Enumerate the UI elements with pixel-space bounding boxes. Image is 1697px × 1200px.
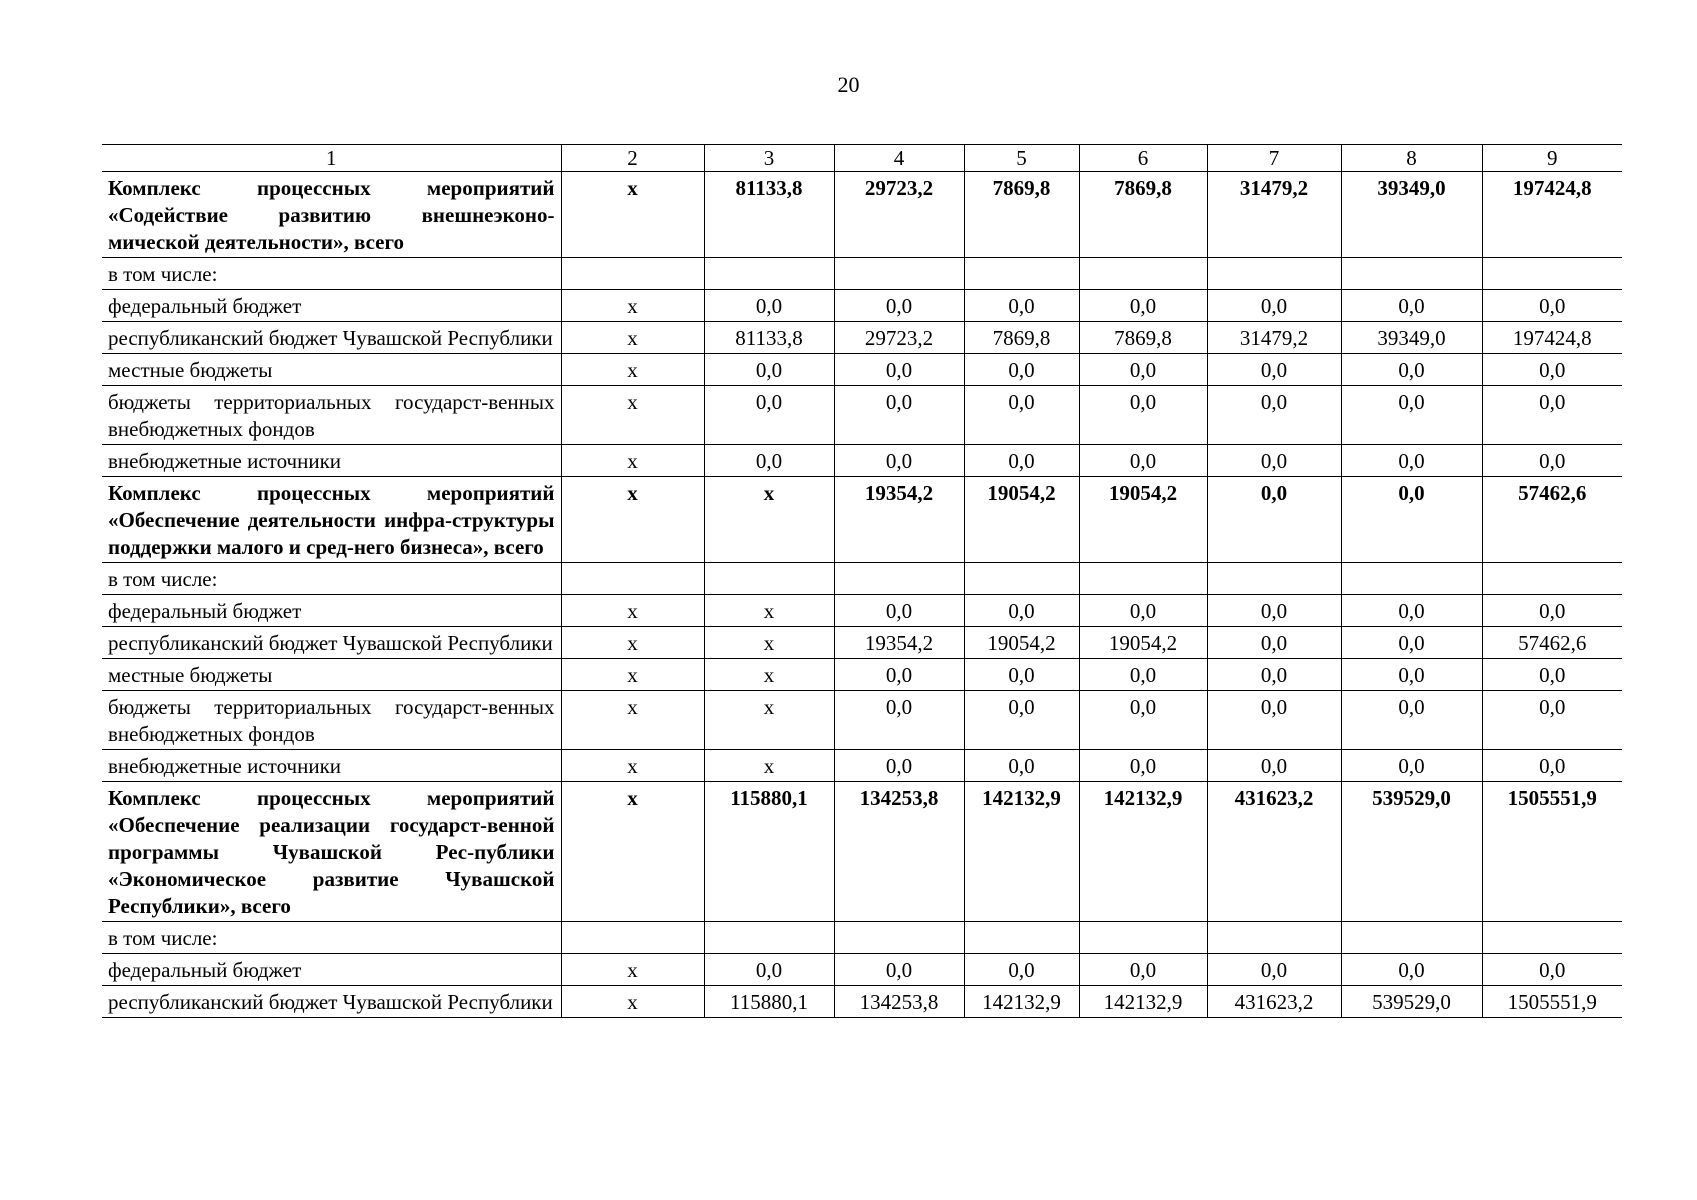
table-row <box>102 445 1622 477</box>
table-row-total <box>102 477 1622 563</box>
row-label: в том числе: <box>102 922 561 954</box>
row-label: республиканский бюджет Чувашской Республики <box>102 986 561 1018</box>
cell-value: 81133,8 <box>704 172 834 258</box>
cell-value: 0,0 <box>964 750 1079 782</box>
table-row <box>102 627 1622 659</box>
cell-value: 29723,2 <box>834 172 964 258</box>
cell-value: 0,0 <box>1207 627 1341 659</box>
table-row <box>102 691 1622 750</box>
cell-value: 19054,2 <box>964 477 1079 563</box>
cell-value <box>561 922 704 954</box>
cell-value: 0,0 <box>834 354 964 386</box>
cell-value: 39349,0 <box>1341 172 1482 258</box>
table-row <box>102 595 1622 627</box>
cell-value: 0,0 <box>1341 627 1482 659</box>
table-row-total <box>102 172 1622 258</box>
row-label: федеральный бюджет <box>102 595 561 627</box>
cell-value: 0,0 <box>834 659 964 691</box>
row-label: республиканский бюджет Чувашской Республики <box>102 627 561 659</box>
cell-value: x <box>704 627 834 659</box>
row-label: Комплекс процессных мероприятий «Содействие развитию внешнеэконо-мической деятельности», всего <box>102 172 561 258</box>
column-number: 8 <box>1341 145 1482 172</box>
cell-value: 0,0 <box>1482 750 1622 782</box>
cell-value: 0,0 <box>1207 659 1341 691</box>
cell-value: x <box>704 750 834 782</box>
cell-value: 7869,8 <box>964 322 1079 354</box>
budget-table <box>102 144 1622 1018</box>
cell-value: 0,0 <box>1341 290 1482 322</box>
column-number: 5 <box>964 145 1079 172</box>
cell-value: 0,0 <box>1482 691 1622 750</box>
cell-value: 0,0 <box>1207 354 1341 386</box>
cell-value: 0,0 <box>1207 595 1341 627</box>
column-number: 9 <box>1482 145 1622 172</box>
cell-value: 0,0 <box>834 595 964 627</box>
cell-value: 142132,9 <box>1079 986 1207 1018</box>
column-number: 3 <box>704 145 834 172</box>
cell-value: 0,0 <box>1079 445 1207 477</box>
cell-value: x <box>561 290 704 322</box>
cell-value: 539529,0 <box>1341 986 1482 1018</box>
cell-value: x <box>561 445 704 477</box>
cell-value: x <box>561 627 704 659</box>
cell-value <box>561 258 704 290</box>
cell-value: x <box>561 477 704 563</box>
cell-value: 142132,9 <box>1079 782 1207 922</box>
table-row <box>102 354 1622 386</box>
cell-value <box>1341 258 1482 290</box>
cell-value: 0,0 <box>1341 386 1482 445</box>
cell-value: x <box>561 659 704 691</box>
cell-value: 0,0 <box>1207 691 1341 750</box>
cell-value: 0,0 <box>1207 445 1341 477</box>
cell-value: x <box>561 750 704 782</box>
cell-value: x <box>704 691 834 750</box>
cell-value: 0,0 <box>964 954 1079 986</box>
cell-value: 0,0 <box>1482 954 1622 986</box>
cell-value: 0,0 <box>704 445 834 477</box>
cell-value: 0,0 <box>1079 659 1207 691</box>
cell-value: 431623,2 <box>1207 782 1341 922</box>
row-label: внебюджетные источники <box>102 750 561 782</box>
cell-value: 0,0 <box>1341 691 1482 750</box>
cell-value: 0,0 <box>964 595 1079 627</box>
cell-value <box>964 258 1079 290</box>
cell-value: x <box>561 954 704 986</box>
cell-value: 0,0 <box>704 290 834 322</box>
cell-value: 81133,8 <box>704 322 834 354</box>
cell-value <box>704 258 834 290</box>
row-label: республиканский бюджет Чувашской Республики <box>102 322 561 354</box>
cell-value <box>1482 563 1622 595</box>
cell-value: 19054,2 <box>1079 627 1207 659</box>
cell-value: 0,0 <box>834 750 964 782</box>
table-row <box>102 986 1622 1018</box>
cell-value: 197424,8 <box>1482 322 1622 354</box>
cell-value: 0,0 <box>1341 354 1482 386</box>
cell-value: 7869,8 <box>1079 172 1207 258</box>
cell-value: 0,0 <box>704 954 834 986</box>
cell-value: 134253,8 <box>834 782 964 922</box>
cell-value: 0,0 <box>1341 445 1482 477</box>
column-number: 4 <box>834 145 964 172</box>
cell-value: 29723,2 <box>834 322 964 354</box>
table-body <box>102 145 1622 1018</box>
cell-value: 0,0 <box>834 386 964 445</box>
table-row <box>102 290 1622 322</box>
cell-value: x <box>704 477 834 563</box>
cell-value: 0,0 <box>1482 445 1622 477</box>
cell-value: 0,0 <box>834 954 964 986</box>
cell-value: 0,0 <box>964 354 1079 386</box>
cell-value <box>561 563 704 595</box>
cell-value: 31479,2 <box>1207 322 1341 354</box>
cell-value <box>1207 563 1341 595</box>
cell-value: 0,0 <box>1207 290 1341 322</box>
cell-value: 0,0 <box>1482 290 1622 322</box>
cell-value: 0,0 <box>1482 354 1622 386</box>
cell-value <box>1079 922 1207 954</box>
cell-value: 0,0 <box>1207 750 1341 782</box>
table-row <box>102 386 1622 445</box>
cell-value: 19054,2 <box>964 627 1079 659</box>
row-label: федеральный бюджет <box>102 290 561 322</box>
cell-value: 0,0 <box>1207 477 1341 563</box>
cell-value: 115880,1 <box>704 782 834 922</box>
column-number: 1 <box>102 145 561 172</box>
cell-value: x <box>561 386 704 445</box>
cell-value: 1505551,9 <box>1482 782 1622 922</box>
cell-value: 539529,0 <box>1341 782 1482 922</box>
row-label: бюджеты территориальных государст-венных внебюджетных фондов <box>102 386 561 445</box>
cell-value: 0,0 <box>1482 595 1622 627</box>
row-label: бюджеты территориальных государст-венных внебюджетных фондов <box>102 691 561 750</box>
cell-value: 0,0 <box>964 691 1079 750</box>
cell-value: 0,0 <box>1079 290 1207 322</box>
cell-value: 142132,9 <box>964 782 1079 922</box>
cell-value: 0,0 <box>1341 750 1482 782</box>
cell-value: 0,0 <box>1079 954 1207 986</box>
cell-value: 0,0 <box>1207 386 1341 445</box>
cell-value <box>704 563 834 595</box>
column-number-row <box>102 145 1622 172</box>
cell-value: 0,0 <box>704 386 834 445</box>
cell-value: 0,0 <box>1207 954 1341 986</box>
table-row-total <box>102 782 1622 922</box>
cell-value <box>1482 258 1622 290</box>
cell-value: 0,0 <box>1341 659 1482 691</box>
cell-value: 0,0 <box>704 354 834 386</box>
cell-value: x <box>561 595 704 627</box>
cell-value <box>964 922 1079 954</box>
table-row-subheader <box>102 563 1622 595</box>
cell-value: 0,0 <box>964 386 1079 445</box>
page-number: 20 <box>837 72 860 97</box>
table-row-subheader <box>102 258 1622 290</box>
cell-value: x <box>561 691 704 750</box>
cell-value: 0,0 <box>964 290 1079 322</box>
cell-value: 0,0 <box>1079 595 1207 627</box>
cell-value <box>1079 258 1207 290</box>
cell-value: x <box>561 322 704 354</box>
cell-value: 0,0 <box>1079 386 1207 445</box>
cell-value: 7869,8 <box>1079 322 1207 354</box>
cell-value: 0,0 <box>1341 954 1482 986</box>
cell-value: 0,0 <box>964 445 1079 477</box>
cell-value: 19354,2 <box>834 477 964 563</box>
cell-value <box>704 922 834 954</box>
cell-value: 0,0 <box>964 659 1079 691</box>
row-label: местные бюджеты <box>102 659 561 691</box>
cell-value: 7869,8 <box>964 172 1079 258</box>
cell-value: 0,0 <box>1482 659 1622 691</box>
cell-value: 0,0 <box>1341 477 1482 563</box>
cell-value <box>834 922 964 954</box>
cell-value: x <box>704 595 834 627</box>
table-row-subheader <box>102 922 1622 954</box>
cell-value: 0,0 <box>834 691 964 750</box>
cell-value <box>1341 563 1482 595</box>
cell-value: 31479,2 <box>1207 172 1341 258</box>
column-number: 7 <box>1207 145 1341 172</box>
row-label: внебюджетные источники <box>102 445 561 477</box>
row-label: Комплекс процессных мероприятий «Обеспечение реализации государст-венной программы Чувашской Рес-публики «Экономическое развитие Чувашской Республики», всего <box>102 782 561 922</box>
table-row <box>102 659 1622 691</box>
cell-value: 0,0 <box>1079 691 1207 750</box>
cell-value <box>834 563 964 595</box>
row-label: федеральный бюджет <box>102 954 561 986</box>
cell-value: 39349,0 <box>1341 322 1482 354</box>
row-label: местные бюджеты <box>102 354 561 386</box>
table-row <box>102 322 1622 354</box>
cell-value <box>1079 563 1207 595</box>
cell-value: x <box>704 659 834 691</box>
table-row <box>102 750 1622 782</box>
cell-value <box>1207 258 1341 290</box>
cell-value: 197424,8 <box>1482 172 1622 258</box>
cell-value: 0,0 <box>834 445 964 477</box>
cell-value <box>1482 922 1622 954</box>
cell-value <box>1341 922 1482 954</box>
cell-value: 57462,6 <box>1482 477 1622 563</box>
cell-value: x <box>561 986 704 1018</box>
cell-value: 57462,6 <box>1482 627 1622 659</box>
cell-value: x <box>561 782 704 922</box>
cell-value: 0,0 <box>1079 750 1207 782</box>
cell-value <box>834 258 964 290</box>
row-label: в том числе: <box>102 258 561 290</box>
column-number: 2 <box>561 145 704 172</box>
cell-value: 142132,9 <box>964 986 1079 1018</box>
column-number: 6 <box>1079 145 1207 172</box>
cell-value: x <box>561 172 704 258</box>
cell-value: 431623,2 <box>1207 986 1341 1018</box>
cell-value <box>1207 922 1341 954</box>
cell-value: 115880,1 <box>704 986 834 1018</box>
cell-value: 0,0 <box>1482 386 1622 445</box>
cell-value <box>964 563 1079 595</box>
cell-value: x <box>561 354 704 386</box>
row-label: в том числе: <box>102 563 561 595</box>
cell-value: 0,0 <box>1079 354 1207 386</box>
cell-value: 0,0 <box>834 290 964 322</box>
cell-value: 19054,2 <box>1079 477 1207 563</box>
table-row <box>102 954 1622 986</box>
cell-value: 1505551,9 <box>1482 986 1622 1018</box>
row-label: Комплекс процессных мероприятий «Обеспечение деятельности инфра-структуры поддержки малого и сред-него бизнеса», всего <box>102 477 561 563</box>
cell-value: 134253,8 <box>834 986 964 1018</box>
cell-value: 0,0 <box>1341 595 1482 627</box>
cell-value: 19354,2 <box>834 627 964 659</box>
